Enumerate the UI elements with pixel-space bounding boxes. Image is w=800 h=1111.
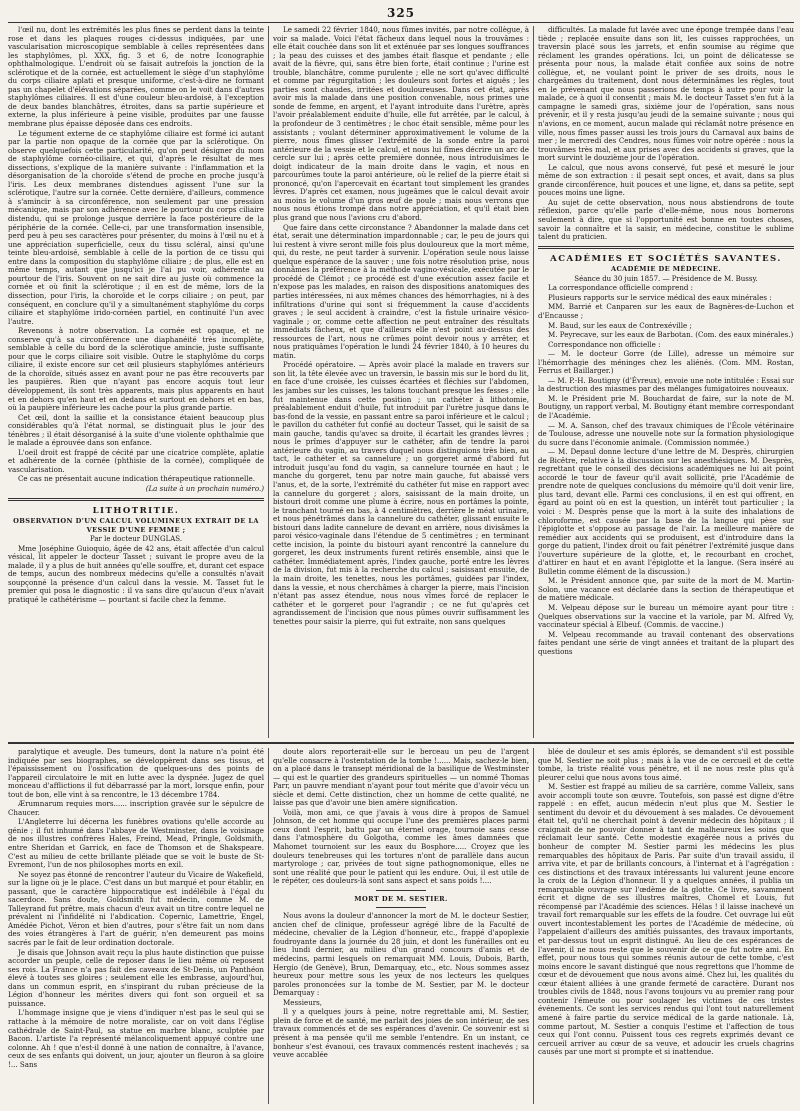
list-item: MM. Barrié et Canparen sur les eaux de Bagnères-de-Luchon et d'Encausse ; (538, 302, 794, 320)
newspaper-page (8, 6, 794, 1106)
column-separator (268, 26, 269, 738)
paragraph: Revenons à notre observation. La cornée est opaque, et ne conserve qu'à sa circonférence une diaphanéité très incomplète, semblable à celle du bord de la sclérotique amincie, juste suffisante pour que le corps ciliaire soit visible. Outre le staphylôme du corps ciliaire, il existe encore sur cet œil plusieurs staphylômes antérieurs de la choroïde, situés assez en avant pour ne pas être recouverts par les paupières. Rien que n'ayant pas encore acquis tout leur développement, ils sont très apparents, mais plus apparents en haut et en dehors qu'en haut et en dedans et surtout en dehors et en bas, où la paupière inférieure les cache pour la plus grande partie. (8, 326, 264, 413)
list-item: Correspondance non officielle : (548, 339, 661, 349)
article-subtitle: OBSERVATION D'UN CALCUL VOLUMINEUX EXTRAIT DE LA VESSIE D'UNE FEMME ; (13, 517, 259, 534)
top-column-2 (273, 26, 529, 726)
list-item: La correspondance officielle comprend : (548, 283, 694, 293)
list-item: M. le Président prie M. Bouchardat de faire, sur la note de M. Boutigny, un rapport verbal, M. Boutigny étant membre correspondant de l'Académie. (538, 393, 794, 420)
paragraph: Le calcul, que nous avons conservé, fut pesé et mesuré le jour même de son extraction : il pesait sept onces, et avait, dans sa plus grande circonférence, huit pouces et une ligne, et, dans sa petite, sept pouces moins une ligne. (538, 162, 794, 198)
bottom-column-2 (273, 748, 529, 1106)
list-item: M. Peyrecave, sur les eaux de Barbotan. (Com. des eaux minérales.) (548, 330, 794, 340)
paragraph: doute alors reporterait-elle sur le berceau un peu de l'argent qu'elle consacre à l'ostentation de la tombe !...... Mais, sachez-le bien, on a placé dans le transept méridional de la basilique de Westminster — qui est le quartier des grandeurs spirituelles — un nommé Thomas Parr, un pauvre mendiant n'ayant pour tout mérite que d'avoir vécu un siècle et demi. Cette distinction, chez un homme de cette qualité, ne laisse pas que d'avoir une bien amère signification. (273, 748, 529, 808)
list-item: Plusieurs rapports sur le service médical des eaux minérales : (548, 292, 772, 302)
paragraph: L'Angleterre lui décerna les funèbres ovations qu'elle accorde au génie ; il fut inhumé dans l'abbaye de Westminster, dans le voisinage de nos illustres confrères Hales, Freind, Mead, Pringle, Goldsmith, entre Sheridan et Garrick, en face de Thomson et de Shakspeare. C'est au milieu de cette brillante pléiade que se voit le buste de St-Evremont, l'un de nos philosophes morts en exil. (8, 817, 264, 870)
paragraph: Au sujet de cette observation, nous nous abstiendrons de toute réflexion, parce qu'elle parle d'elle-même, nous nous bornerons seulement à dire, que si l'opportunité est bonne en toutes choses, savoir la connaître et la saisir, en médecine, constitue le sublime talent du praticien. (538, 197, 794, 242)
short-rule (376, 890, 426, 891)
paragraph: Messieurs, (283, 997, 323, 1007)
paragraph: blée de douleur et ses amis éplorés, se demandent s'il est possible que M. Sestier ne soit plus ; mais à la vue de ce cercueil et de cette tombe, la triste réalité vous pénètre, et il ne nous reste plus qu'à pleurer celui que nous avons tous aimé. (538, 748, 794, 782)
feuilleton-divider (8, 742, 794, 744)
short-rule (376, 907, 426, 908)
top-column-3 (538, 26, 794, 726)
paragraph: Cet œil, dont la saillie et la consistance étaient beaucoup plus considérables qu'à l'état normal, se distinguait plus le jour des ténèbres ; il était désorganisé à la suite d'une violente ophthalmie que le malade a éprouvée dans son enfance. (8, 412, 264, 448)
paragraph: Mme Joséphine Guioquio, âgée de 42 ans, était affectée d'un calcul vésical, lit appeler le docteur Tasset ; suivant le propre aveu de la malade, il y a plus de huit années qu'elle souffre, et, durant cet espace de temps, aucun des nombreux médecins qu'elle a consultés n'avait soupçonné la présence d'un calcul dans la vessie. M. Tasset fut le premier qui posa le diagnostic : il va sans dire qu'aucun d'eux n'avait pratiqué le cathétérisme — pourtant si facile chez la femme. (8, 543, 264, 604)
column-separator (268, 748, 269, 1104)
paragraph: Le tégument externe de ce staphylôme ciliaire est formé ici autant par la partie non opaque de la cornée que par la sclérotique. On observe quelquefois cette particularité, qu'on peut désigner du nom de staphylôme cornéo-ciliaire, et qui, d'après le résultat de mes dissections, s'explique de la manière suivante : l'inflammation et la désorganisation de la choroïde s'étend de proche en proche jusqu'à l'iris. Les deux membranes distendues agissent l'une sur la sclérotique, l'autre sur la cornée. Cette dernière, d'ailleurs, commence à s'amincir à sa circonférence, non seulement par une pression mécanique, mais par son adhérence avec le pourtour du corps ciliaire distendu, qui se prolonge jusque derrière la face postérieure de la périphérie de la cornée. Celle-ci, par une transformation insensible, perd peu à peu ses caractères pour présenter, du moins à l'œil nu et à une appréciation superficielle, ceux du tissu scléral, ainsi qu'une teinte bleu-ardoisé, semblable à celle de la portion de ce tissu qui entre dans la composition du staphylôme ciliaire ; de plus, elle est en même temps, autant que jusqu'ici je l'ai pu voir, adhérente au pourtour de l'iris. Souvent on ne sait dire au juste où commence la cornée et où finit la sclérotique ; il en est de même, lors de la dissection, pour l'iris, la choroïde et le corps ciliaire ; on peut, par conséquent, en conclure qu'il y a simultanément staphylôme du corps ciliaire et staphylôme irido-cornéen partiel, en continuité l'un avec l'autre. (8, 128, 264, 326)
paragraph: L'oeil droit est frappé de cécité par une cicatrice complète, aplatie et adhérente de la cornée (phthisie de la cornée), compliquée de vascularisation. (8, 447, 264, 474)
paragraph: difficultés. La malade fut lavée avec une éponge trempée dans l'eau tiède ; replacée ensuite dans son lit, les cuisses rapprochées, un traversin placé sous les jarrets, et enfin soumise au régime que réclament les grandes opérations. Ici, un point de délicatesse se présenta pour nous, la malade était confiée aux soins de notre collègue, et, ne voulant point le priver de ses droits, nous le chargeâmes du traitement, dont nous déterminâmes les règles, tout en le prévenant que nous passerions de temps à autre pour voir la malade, ce à quoi il consentit ; mais M. le docteur Tasset s'en fut à la campagne le samedi gras, sixième jour de l'opération, sans nous prévenir, et il y resta jusqu'au jeudi de la semaine suivante ; nous qui n'avions, en ce moment, aucun malade qui réclamât notre présence en ville, nous fîmes passer aussi les trois jours du Carnaval aux bains de mer ; le mercredi des Cendres, nous fûmes voir notre opérée : nous la trouvâmes très mal, et aux prises avec des accidents si graves, que la mort survint le douzième jour de l'opération. (538, 26, 794, 163)
paragraph: L'hommage insigne que je viens d'indiquer n'est pas le seul qui se rattache à la mémoire de notre moraliste, car on voit dans l'église cathédrale de Saint-Paul, sa statue en marbre blanc, sculptée par Bacon. L'artiste l'a représenté mélancoliquement appuyé contre une colonne. Ah ! que n'est-il donné à une nation de connaître, à l'avance, ceux de ses enfants qui doivent, un jour, ajouter un fleuron à sa gloire !... Sans (8, 1008, 264, 1069)
column-separator (533, 748, 534, 1104)
paragraph: Procédé opératoire. — Après avoir placé la malade en travers sur son lit, la tête élevée avec un traversin, le bassin mis sur le bord du lit, en face d'une croisée, les cuisses écartées et fléchies sur l'abdomen, les jambes sur les cuisses, les talons touchant presque les fesses ; elle fut maintenue dans cette position ; un cathéter à lithotomie, préalablement enduit d'huile, fut introduit par l'urètre jusque dans le bas-fond de la vessie, en passant entre sa paroi inférieure et le calcul ; le pavillon du cathéter fut confié au docteur Tasset, qui le saisit de sa main gauche, tandis qu'avec sa droite, il écartait les grandes lèvres ; nous le prîmes d'appuyer sur le cathéter, afin de tendre la paroi antérieure du vagin, au travers duquel nous distinguions très bien, au tact, le cathéter et sa cannelure ; un gorgeret armé d'abord fut introduit jusqu'au fond du vagin, sa cannelure tournée en haut ; le manche du gorgeret, tenu par notre main gauche, fut abaissé vers l'anus, et, de la sorte, l'extrémité du cathéter fut mise en rapport avec la cannelure du gorgeret ; alors, saisissant de la main droite, un bistouri droit comme une plume à écrire, nous en portâmes la pointe, le tranchant tourné en bas, à 4 centimètres, derrière le méat urinaire, et nous pénétrâmes dans la cannelure du cathéter, glissant ensuite le bistouri dans ladite cannelure de devant en arrière, nous divisâmes la paroi vésico-vaginale dans l'étendue de 5 centimètres ; en terminant cette incision, la pointe du bistouri ayant rencontré la cannelure du gorgeret, les deux instruments furent retirés ensemble, ainsi que le cathéter. Immédiatement après, l'index gauche, porté entre les lèvres de la division, fut mis à la recherche du calcul ; saisissant ensuite, de la main droite, les tenettes, nous les portâmes, guidées par l'index, dans la vessie, et nous cherchâmes à charger la pierre, mais l'incision n'étant pas assez étendue, nous nous vîmes forcé de replacer le cathéter et le gorgeret pour l'agrandir ; ce ne fut qu'après cet agrandissement de l'incision que nous pûmes ouvrir suffisamment les tenettes pour saisir la pierre, qui fut extraite, non sans quelques (273, 360, 529, 626)
bottom-column-3 (538, 748, 794, 1106)
list-item: M. le Président annonce que, par suite de la mort de M. Martin-Solon, une vacance est déclarée dans la section de thérapeutique et de matière médicale. (538, 576, 794, 603)
session-line: Séance du 30 juin 1857. — Présidence de M. Bussy. (574, 274, 758, 283)
paragraph: Que faire dans cette circonstance ? Abandonner la malade dans cet état, serait une détermination impardonnable ; car, le peu de jours qui lui restent à vivre seront mille fois plus douloureux que la mort même, qui, du reste, ne peut tarder à survenir. L'opération seule nous laisse quelque espérance de la sauver ; une fois notre résolution prise, nous donnâmes la préférence à la méthode vagino-vésicale, exécutée par le procédé de Clémot ; ce procédé est d'une exécution assez facile et n'expose pas les malades, en raison des dispositions anatomiques des parties intéressées, ni aux mêmes chances des hémorrhagies, ni à des infiltrations d'urine qui sont si fréquemment la cause d'accidents graves ; le seul accident à craindre, c'est la fistule urinaire vésico-vaginale ; or, comme cette affection ne peut entraîner des résultats immédiats fâcheux, et que d'ailleurs elle n'est point au-dessus des ressources de l'art, nous ne crûmes point devoir nous y arrêter, et nous pratiquâmes l'opération le lundi 24 février 1840, à 10 heures du matin. (273, 222, 529, 360)
paragraph: Le samedi 22 février 1840, nous fûmes invités, par notre collègue, à voir sa malade. Voici l'état fâcheux dans lequel nous la trouvâmes : elle était couchée dans son lit et exténuée par ses longues souffrances ; la peau des cuisses et des jambes était flasque et pendante ; elle avait de la fièvre, qui, sans être bien forte, était continue ; l'urine est trouble, blanchâtre, comme purulente ; elle ne sort qu'avec difficulté et comme par régurgitation ; les douleurs sont fortes et aiguës ; les parties sont chaudes, irritées et douloureuses. Dans cet état, après avoir mis la malade dans une position convenable, nous primes une sonde de femme, en argent, et l'ayant introduite dans l'urètre, après l'avoir préalablement enduite d'huile, elle fut arrêtée, par le calcul, à la profondeur de 3 centimètres ; le choc était sensible, même pour les assistants ; voulant déterminer approximativement le volume de la pierre, nous fîmes glisser l'extrémité de la sonde entre la paroi antérieure de la vessie et le calcul, et nous lui fîmes décrire un arc de cercle sur lui ; après cette première donnée, nous introduisîmes le doigt indicateur de la main droite dans le vagin, et nous en parcourûmes toute la paroi antérieure, où le relief de la pierre était si prononcé, qu'on l'apercevait en écartant tout simplement les grandes lèvres. D'après cet examen, nous jugeâmes que le calcul devait avoir au moins le volume d'un gros œuf de poule ; mais nous verrons que nous nous étions trompé dans notre appréciation, et qu'il était bien plus grand que nous l'avions cru d'abord. (273, 26, 529, 223)
paragraph: Voilà, mon ami, ce que j'avais à vous dire à propos de Samuel Johnson, de cet homme qui occupe l'une des premières places parmi ceux dont l'esprit, battu par un éternel orage, tournoie sans cesse dans l'atmosphère du Golgotha, comme les âmes damnées que Mahomet tournoient sur les eaux du Bosphore..... Croyez que les douleurs tenebreuses qui les tortures n'ont de parallèle dans aucun martyrologe ; car, privées de tout signe pathognomonique, elles ne sont une réalité que pour le patient qui les endure. Oui, il est utile de le répéter, ces douleurs-là sont sans aspect et sans poids !.... (273, 807, 529, 886)
paragraph: l'œil nu, dont les extrémités les plus fines se perdent dans la teinte rose et dans les plaques rouges ci-dessus indiquées, par une vascularisation microscopique semblable à celles représentées dans les staphylômes, pl. XXX, fig. 3 et 6, de notre Iconographie ophthalmologique. L'endroit où se faisait autrefois la jonction de la sclérotique et de la cornée, est actuellement le siège d'un staphylôme du corps ciliaire aplati et presque uniforme, c'est-à-dire ne formant pas un chapelet d'élévations séparées, comme on le voit dans d'autres staphylômes ciliaires. Il est d'une couleur bleu-ardoisé, à l'exception de deux bandes blanchâtres, étroites, dans sa partie supérieure et externe, la plus inférieure à peine visible, produites par une fausse membrane plus épaisse déposée dans ces endroits. (8, 26, 264, 129)
paragraph: Ærumnarum requies mors...... inscription gravée sur le sépulcre de Chaucer. (8, 799, 264, 817)
continuation-note: (La suite à un prochain numéro.) (145, 483, 264, 493)
paragraph: paralytique et aveugle. Des tumeurs, dont la nature n'a point été indiquée par ses biographes, se développèrent dans ses tissus, et l'épaississement ou l'ossification de quelques-uns des points de l'appareil circulatoire le mit en lutte avec la dyspnée. Jugez de quel monceau d'afflictions il fut débarrassé par la mort, lorsque enfin, pour tout de bon, elle vint à sa rencontre, le 13 décembre 1784. (8, 748, 264, 799)
list-item: M. Velpeau dépose sur le bureau un mémoire ayant pour titre : Quelques observations sur la vaccine et la variole, par M. Alfred Vy, vaccinateur spécial à Elbeuf. (Commis. de vaccine.) (538, 603, 794, 630)
bottom-column-1 (8, 748, 264, 1106)
list-item: M. Baud, sur les eaux de Contrexéville ; (548, 320, 692, 330)
section-title-mort-sestier: MORT DE M. SESTIER. (354, 894, 448, 903)
top-column-1 (8, 26, 264, 726)
list-item: — M. A. Sanson, chef des travaux chimiques de l'École vétérinaire de Toulouse, adresse une nouvelle note sur la formation physiologique du sucre dans l'économie animale. (Commission nommée.) (538, 420, 794, 447)
section-divider (8, 498, 264, 501)
list-item: — M. Depaul donne lecture d'une lettre de M. Desprès, chirurgien de Bicêtre, relative à la discussion sur les anesthésiques. M. Desprès, regrettant que le conseil des décisions académiques ne lui ait point accordé le tour de faveur qu'il avait sollicité, prie l'Académie de prendre note de quelques conclusions du mémoire qu'il doit venir lire, plus tard, devant elle. Parmi ces conclusions, il en est qui offrent, en égard au point où en est la question, un intérêt tout particulier ; la voici : M. Desprès pense que la mort à la suite des inhalations de chloroforme, est causée par la base de la langue qui pèse sur l'épiglotte et s'oppose au passage de l'air. La meilleure manière de remédier aux accidents qui se produisent, est d'introduire dans la gorge du patient, l'index droit ou fait pénétrer l'extrémité jusque dans l'ouverture supérieure de la glotte, et, le recourbant en crochet, d'attirer en haut et en avant l'épiglotte et la langue. (Sera inséré au Bulletin comme élément de la discussion.) (538, 447, 794, 576)
section-title-lithotritie: LITHOTRITIE. (92, 505, 180, 516)
paragraph: Nous avons la douleur d'annoncer la mort de M. le docteur Sestier, ancien chef de clinique, professeur agrégé libre de la Faculté de médecine, chevalier de la Légion d'honneur, etc., frappé d'apoplexie foudroyante dans la journée du 28 juin, et dont les funérailles ont eu lieu lundi dernier, au milieu d'un grand concours d'amis et de médecins, parmi lesquels on remarquait MM. Louis, Dubois, Barth, Hergio (de Genève), Brun, Demarquay, etc., etc. Nous sommes assez heureux pour mettre sous les yeux de nos lecteurs les quelques paroles prononcées sur la tombe de M. Sestier, par M. le docteur Demarquay : (273, 911, 529, 998)
page-number: 325 (386, 6, 416, 20)
paragraph: Ce cas ne présentait aucune indication thérapeutique rationnelle. (18, 474, 255, 484)
list-item: M. Velpeau recommande au travail contenant des observations faites pendant une série de vingt années et traitant de la plupart des questions (538, 629, 794, 656)
column-separator (533, 26, 534, 738)
header-rule (8, 22, 794, 23)
list-item: — M. le docteur Gorre (de Lille), adresse un mémoire sur l'hémorrhagie des méninges chez les aliénés. (Com. MM. Rostan, Ferrus et Baillarger.) (538, 349, 794, 376)
paragraph: Ne soyez pas étonné de rencontrer l'auteur du Vicaire de Wakefield, sur la ligne où je le place. C'est dans un but marqué et pour établir, en passant, que le caractère hippocratique est indélébile à l'égal du sacerdoce. Sans doute, Goldsmith fut médecin, comme M. de Talleyrand fut prêtre, mais chacun d'eux avait un titre contre lequel ne prévalent ni l'infidélité ni l'abdication. Copernic, Lamettrie, Engel, Amédée Pichot, Véron et bien d'autres, pour s'être fait un nom dans des voies étrangères à l'art de guérir, n'en demeurent pas moins sacrés par le fait de leur ordination doctorale. (8, 869, 264, 948)
section-divider (538, 246, 794, 249)
paragraph: Je disais que Johnson avait reçu la plus haute distinction que puisse accorder un peuple, celle de reposer dans le lieu même où reposent ses rois. La France n'a pas fait des caveaux de St-Denis, un Panthéon élevé à toutes ses gloires ; seulement elle les embrasse, aujourd'hui, dans un commun esprit, en s'inspirant du ruban précieuse de la Légion d'honneur les mérites divers qui font son orgueil et sa puissance. (8, 947, 264, 1008)
paragraph: Il y a quelques jours à peine, notre regrettable ami, M. Sestier, plein de force et de santé, me parlait des joies de son intérieur, de ses travaux commencés et de ses espérances d'avenir. Ce souvenir est si présent à ma pensée qu'il me semble l'entendre. En un instant, ce bonheur s'est évanoui, ces travaux commencés restent inachevés ; sa veuve accablée (273, 1007, 529, 1060)
paragraph: M. Sestier est frappé au milieu de sa carrière, comme Valleix, sans avoir accompli toute son œuvre. Toutefois, son passé est digne d'être rappelé : en effet, aucun médecin n'eut plus que M. Sestier le sentiment du devoir et du dévouement à ses malades. Ce dévouement était tel, qu'il ne cherchait point à devenir médecin des hôpitaux ; il craignait de ne pouvoir donner à tant de malheureux les soins que réclamait leur santé. Cette modestie exagérée nous a privés du bonheur de compter M. Sestier parmi les médecins les plus remarquables des hôpitaux de Paris. Par suite d'un travail assidu, il arriva vite, et par de brillants concours, à l'internat et à l'agrégation : ces distinctions et des travaux intéressants lui valurent jeune encore la croix de la Légion d'honneur. Il y a quelques années, il publia un remarquable ouvrage sur l'œdème de la glotte. Ce livre, savamment écrit et digne de ses illustres maîtres, Chomel et Louis, fut récompensé par l'Académie des sciences. Hélas ! il laisse inachevé un travail fort remarquable sur les effets de la foudre. Cet ouvrage lui eût ouvert incontestablement les portes de l'Académie de médecine, où l'appelaient d'ailleurs des amitiés puissantes, des travaux importants, et par-dessus tout un esprit distingué. Au lieu de ces espérances de l'avenir, il ne nous reste que le souvenir de ce que fut notre ami. En effet, pour nous tous qui sommes réunis autour de cette tombe, c'est moins encore le savant distingué que nous regrettons que l'homme de cœur et de dévouement que nous avons aimé. Chez lui, les qualités du cœur étaient alliées à une grande fermeté de caractère. Durant nos troubles civils de 1848, nous l'avons toujours vu au premier rang pour contenir l'émeute ou pour soulager les victimes de ces tristes événements. Ce sont les services rendus qui l'ont tout naturellement amené à faire partie du service médical de la garde nationale. Là, comme partout, M. Sestier a conquis l'estime et l'affection de tous ceux qui l'ont connu. Puissent tous ces regrets exprimés devant ce cercueil arriver au cœur de sa veuve, et adoucir les cruels chagrins causés par une mort si prompte et si inattendue. (538, 782, 794, 1057)
academy-title: ACADÉMIE DE MÉDECINE. (610, 265, 722, 274)
section-title-academies: ACADÉMIES ET SOCIÉTÉS SAVANTES. (550, 253, 782, 264)
article-author: Par le docteur DUNGLAS. (89, 535, 183, 544)
list-item: — M. P.-H. Boutigny (d'Évreux), envoie une note intitulée : Essai sur la destruction des miasmes par des mélanges fumigatoires nouveaux. (538, 375, 794, 394)
